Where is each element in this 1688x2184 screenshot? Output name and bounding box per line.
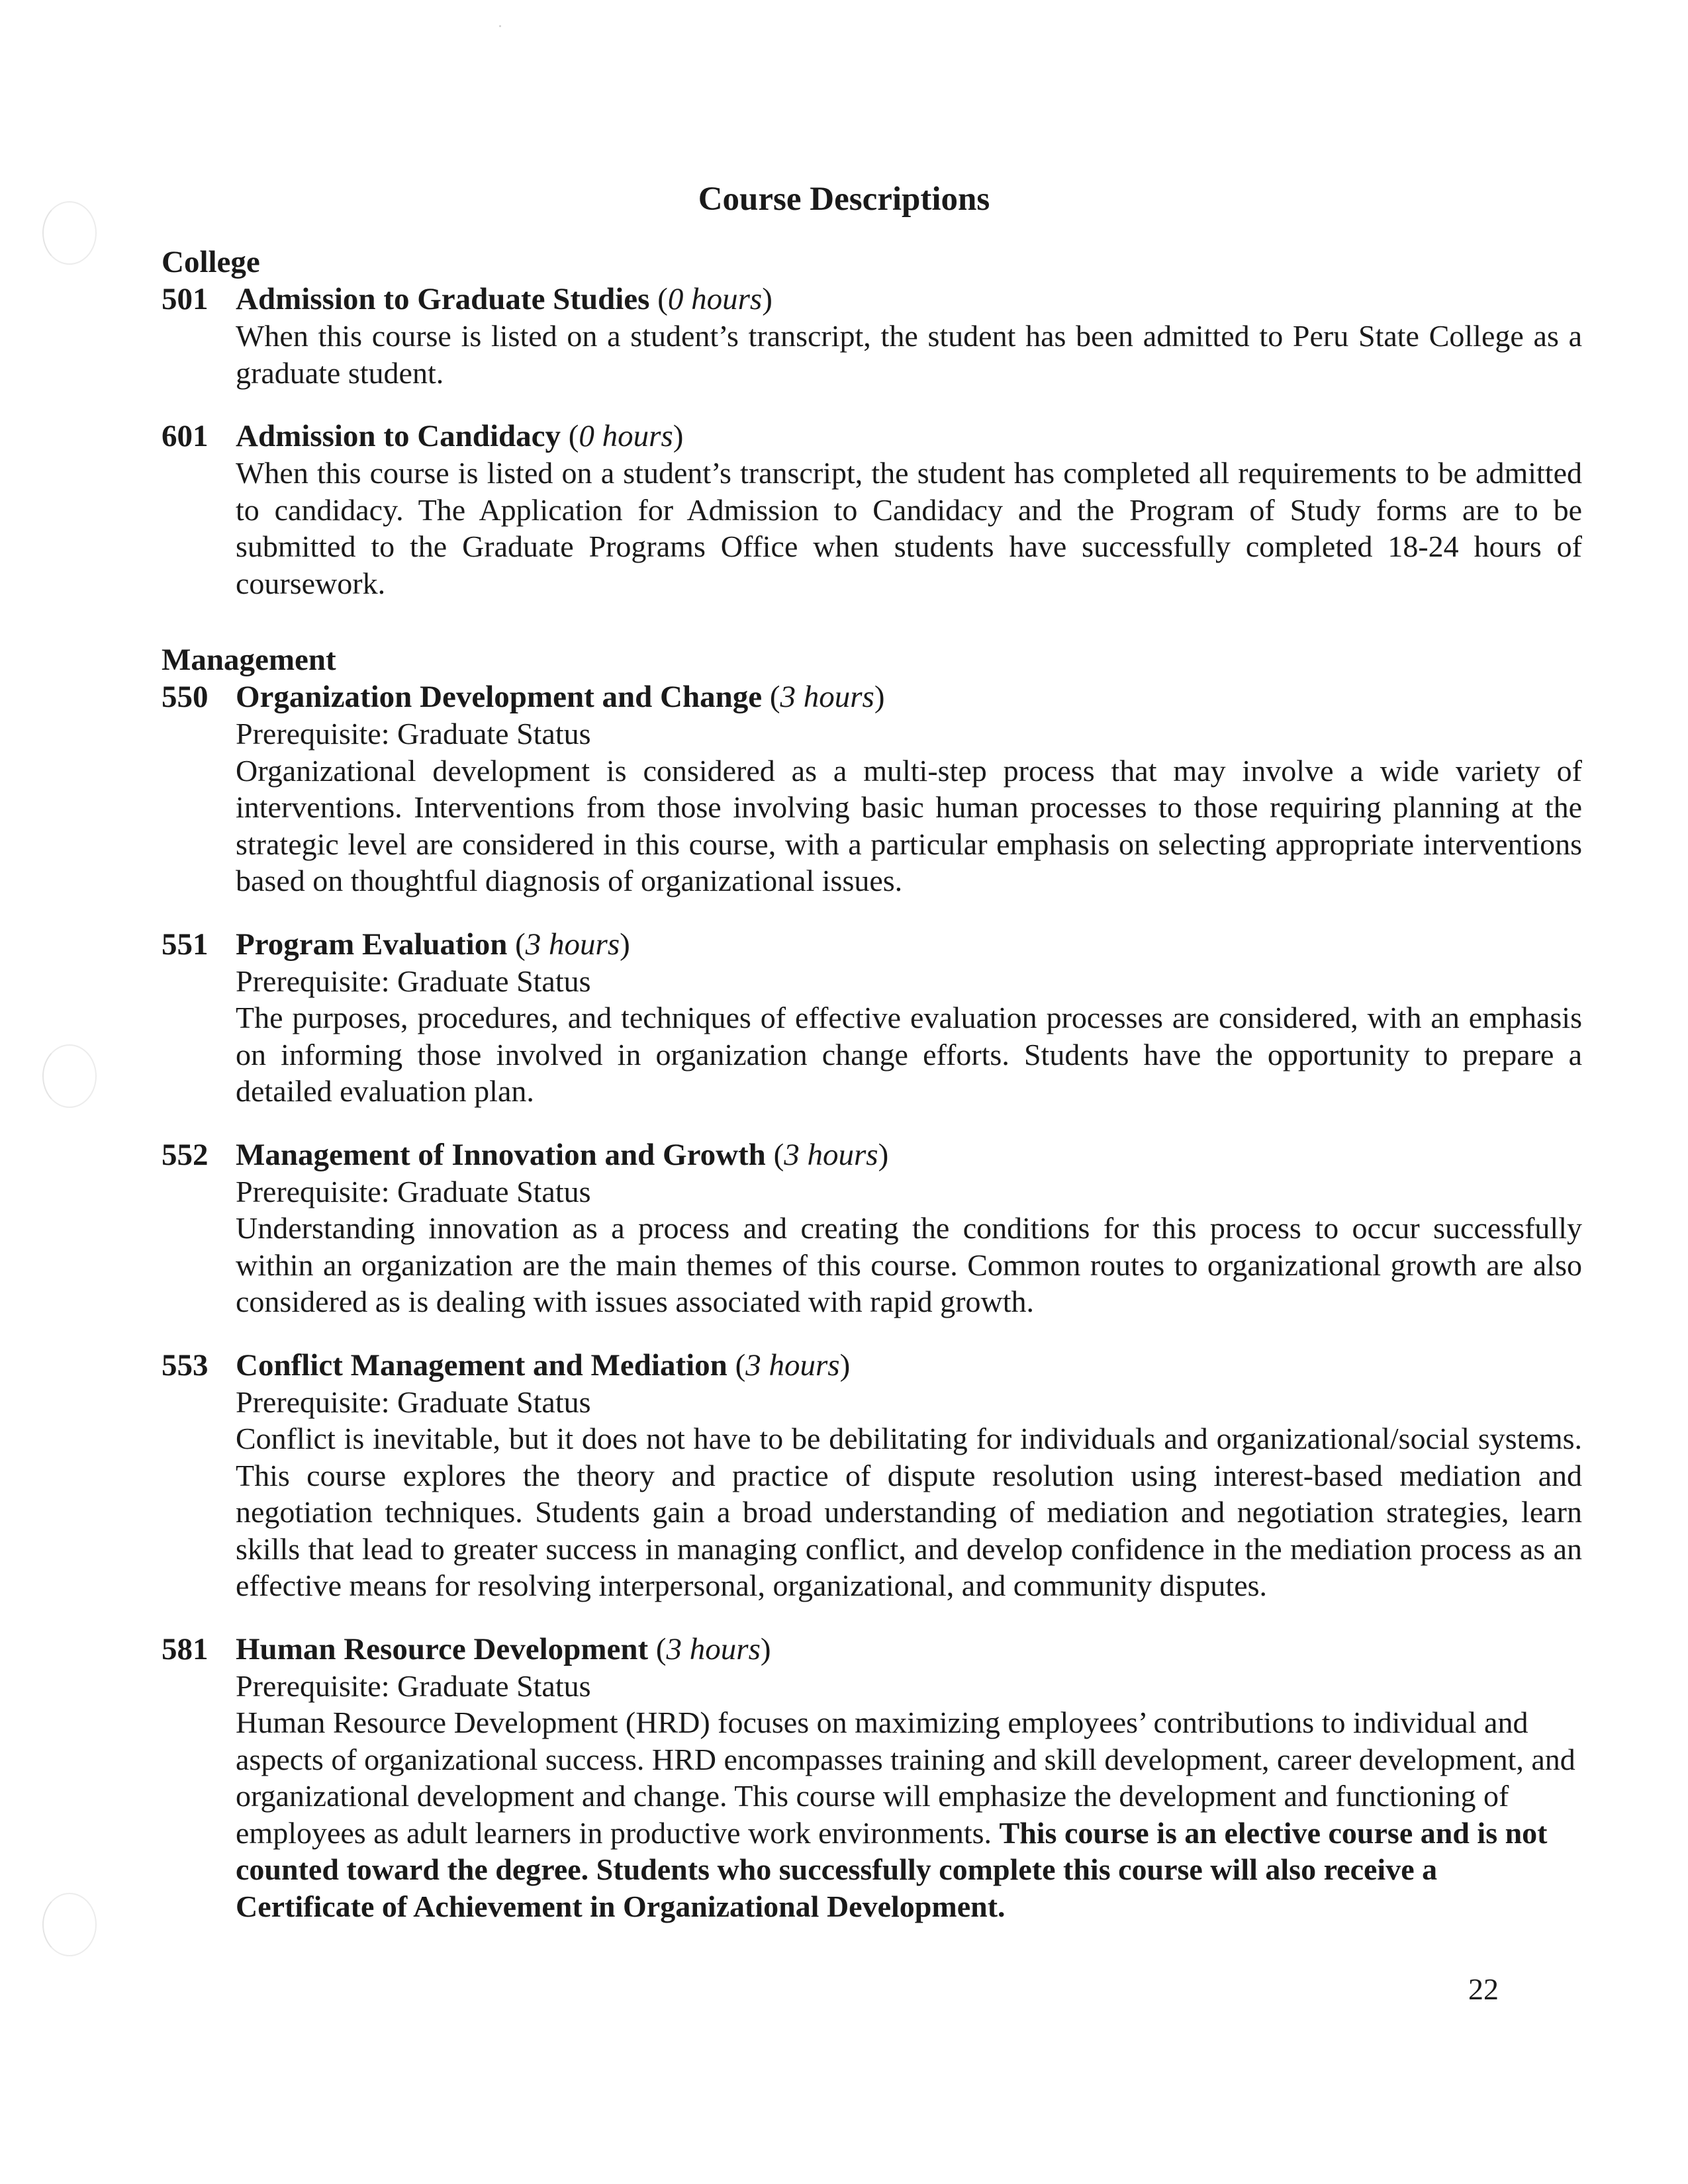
course-552 <box>162 1136 1582 1320</box>
course-hours: 0 hours <box>667 282 763 316</box>
course-header <box>162 281 1582 318</box>
course-description: Organizational development is considered as a multi-step process that may involve a wide variety of interventions. Interventions from those involving basic human processes to those requiring planning at the strategic level are considered in this course, with a particular emphasis on selecting appropriate interventions based on thoughtful diagnosis of organizational issues. <box>236 753 1582 897</box>
course-number: 501 <box>162 282 209 316</box>
course-prerequisite: Prerequisite: Graduate Status <box>236 1174 591 1208</box>
course-body <box>236 1668 1582 1925</box>
course-number: 601 <box>162 419 209 453</box>
course-body <box>236 455 1582 602</box>
course-hours: 3 hours <box>745 1347 840 1383</box>
course-number: 553 <box>162 1347 209 1383</box>
course-title: Program Evaluation <box>236 927 508 962</box>
course-550 <box>162 678 1582 899</box>
course-heading-line: Admission to Candidacy (0 hours) <box>236 419 684 453</box>
course-prerequisite: Prerequisite: Graduate Status <box>236 964 591 998</box>
course-list <box>162 244 1582 1951</box>
course-prerequisite: Prerequisite: Graduate Status <box>236 1385 591 1419</box>
scan-speck <box>499 25 501 27</box>
course-title: Admission to Candidacy <box>236 419 561 453</box>
course-heading-line: Organization Development and Change (3 hours) <box>236 680 885 714</box>
course-heading-line: Admission to Graduate Studies (0 hours) <box>236 282 773 316</box>
course-emphasis-note: This course is an elective course and is not counted toward the degree. Students who successfully complete this course will also receive a Certificate of Achievement in Organizational Development. <box>236 1815 1548 1923</box>
binder-hole-bottom <box>42 1893 97 1956</box>
course-601 <box>162 418 1582 602</box>
page-number: 22 <box>1468 1972 1499 2006</box>
course-body <box>236 318 1582 391</box>
course-hours: 0 hours <box>579 419 673 453</box>
course-description: Conflict is inevitable, but it does not have to be debilitating for individuals and organizational/social systems. This course explores the theory and practice of dispute resolution using interest-based mediation and negotiation techniques. Students gain a broad understanding of mediation and negotiation strategies, learn skills that lead to greater success in managing conflict, and develop confidence in the mediation process as an effective means for resolving interpersonal, organizational, and community disputes. <box>236 1422 1582 1602</box>
course-title: Management of Innovation and Growth <box>236 1137 766 1172</box>
section-heading: College <box>162 245 260 279</box>
course-number: 551 <box>162 927 209 962</box>
course-title: Conflict Management and Mediation <box>236 1347 727 1383</box>
course-heading-line: Human Resource Development (3 hours) <box>236 1631 771 1666</box>
course-hours: 3 hours <box>784 1137 878 1172</box>
course-description: The purposes, procedures, and techniques of effective evaluation processes are considered, with an emphasis on informing those involved in organization change efforts. Students have the opportunity to prepare a detailed evaluation plan. <box>236 1001 1582 1108</box>
section-college <box>162 244 1582 602</box>
page-title: Course Descriptions <box>698 181 990 218</box>
course-description: When this course is listed on a student’s transcript, the student has completed all requirements to be admitted to candidacy. The Application for Admission to Candidacy and the Program of Study forms are to be submitted to the Graduate Programs Office when students have successfully completed 18-24 hours of coursework. <box>236 456 1582 600</box>
course-heading-line: Management of Innovation and Growth (3 hours) <box>236 1137 889 1172</box>
course-number: 581 <box>162 1631 209 1666</box>
course-header <box>162 678 1582 715</box>
course-description <box>236 1704 1582 1925</box>
course-body <box>236 1173 1582 1320</box>
course-header <box>162 1136 1582 1173</box>
course-hours: 3 hours <box>780 680 874 714</box>
course-description-text: Human Resource Development (HRD) focuses on maximizing employees’ contributions to individual and aspects of organizational success. HRD encompasses training and skill development, career development, and organizational development and change. This course will emphasize the development and functioning of employees as adult learners in productive work environments. <box>236 1706 1575 1850</box>
section-heading: Management <box>162 643 336 677</box>
course-header <box>162 418 1582 455</box>
course-551 <box>162 926 1582 1110</box>
course-501 <box>162 281 1582 391</box>
course-hours: 3 hours <box>525 927 620 962</box>
course-header <box>162 926 1582 963</box>
course-581 <box>162 1631 1582 1925</box>
course-heading-line: Program Evaluation (3 hours) <box>236 927 630 962</box>
course-title: Admission to Graduate Studies <box>236 282 650 316</box>
section-management <box>162 641 1582 1925</box>
binder-hole-middle <box>42 1044 97 1108</box>
course-number: 550 <box>162 680 209 714</box>
course-hours: 3 hours <box>666 1631 761 1666</box>
course-body <box>236 963 1582 1110</box>
course-heading-line: Conflict Management and Mediation (3 hours) <box>236 1347 851 1383</box>
course-title: Human Resource Development <box>236 1631 649 1666</box>
course-header <box>162 1347 1582 1384</box>
course-title: Organization Development and Change <box>236 680 763 714</box>
course-553 <box>162 1347 1582 1604</box>
course-body <box>236 1384 1582 1604</box>
course-prerequisite: Prerequisite: Graduate Status <box>236 717 591 751</box>
course-description: Understanding innovation as a process and creating the conditions for this process to occur successfully within an organization are the main themes of this course. Common routes to organizational growth are also considered as is dealing with issues associated with rapid growth. <box>236 1211 1582 1318</box>
course-prerequisite: Prerequisite: Graduate Status <box>236 1668 591 1703</box>
course-description: When this course is listed on a student’s transcript, the student has been admitted to Peru State College as a graduate student. <box>236 319 1582 390</box>
course-body <box>236 715 1582 899</box>
course-header <box>162 1631 1582 1668</box>
course-number: 552 <box>162 1137 209 1172</box>
